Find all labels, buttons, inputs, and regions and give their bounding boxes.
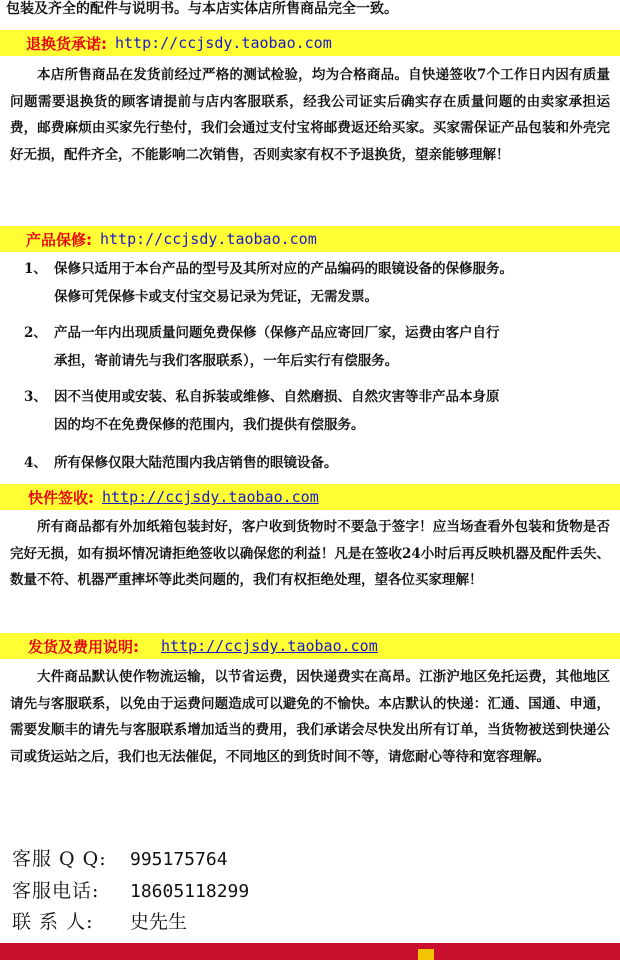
warranty-item <box>24 450 612 478</box>
warranty-item-number: 4、 <box>24 455 47 471</box>
warranty-link[interactable]: http://ccjsdy.taobao.com <box>100 230 317 248</box>
contact-person-label: 联 系 人: <box>12 911 94 933</box>
signing-text: 所有商品都有外加纸箱包装封好，客户收到货物时不要急于签字！应当场查看外包装和货物是否完好无损，如有损坏情况请拒绝签收以确保您的利益！凡是在签收24小时后再反映机器及配件丢失、数量不符、机器严重摔坏等此类问题的，我们有权拒绝处理，望各位买家理解！ <box>10 519 610 588</box>
warranty-header <box>0 226 620 252</box>
warranty-item <box>24 384 612 439</box>
warranty-item <box>24 320 612 375</box>
contact-person-value: 史先生 <box>130 911 188 933</box>
contact-person <box>12 907 187 937</box>
contact-phone-label: 客服电话: <box>12 880 100 902</box>
footer-accent <box>418 949 434 960</box>
returns-link[interactable]: http://ccjsdy.taobao.com <box>115 34 332 52</box>
signing-title: 快件签收: <box>28 488 94 507</box>
warranty-item-number: 3、 <box>24 389 47 405</box>
shipping-link[interactable]: http://ccjsdy.taobao.com <box>161 637 378 655</box>
signing-header <box>0 484 620 510</box>
warranty-item-line: 保修只适用于本台产品的型号及其所对应的产品编码的眼镜设备的保修服务。 <box>54 261 513 277</box>
warranty-item-line: 因不当使用或安装、私自拆装或维修、自然磨损、自然灾害等非产品本身原 <box>54 389 500 405</box>
signing-link[interactable]: http://ccjsdy.taobao.com <box>102 488 319 506</box>
warranty-item-number: 1、 <box>24 261 47 277</box>
warranty-item-number: 2、 <box>24 325 47 341</box>
warranty-item-line: 因的均不在免费保修的范围内，我们提供有偿服务。 <box>54 416 365 433</box>
contact-phone <box>12 876 249 907</box>
intro-line: 包装及齐全的配件与说明书。与本店实体店所售商品完全一致。 <box>6 1 398 17</box>
warranty-item-line: 承担，寄前请先与我们客服联系），一年后实行有偿服务。 <box>54 352 399 369</box>
contact-qq-label: 客服 Q Q: <box>12 848 107 870</box>
returns-text: 本店所售商品在发货前经过严格的测试检验，均为合格商品。自快递签收7个工作日内因有质量问题需要退换货的顾客请提前与店内客服联系，经我公司证实后确实存在质量问题的由卖家承担运费，邮费麻烦由买家先行垫付，我们会通过支付宝将邮费返还给买家。买家需保证产品包装和外壳完好无损，配件齐全，不能影响二次销售，否则卖家有权不予退换货，望亲能够理解！ <box>10 67 610 163</box>
contact-qq <box>12 844 228 875</box>
warranty-title: 产品保修: <box>26 230 92 249</box>
returns-title: 退换货承诺: <box>26 34 107 53</box>
warranty-item <box>24 256 612 311</box>
warranty-item-line: 保修可凭保修卡或支付宝交易记录为凭证，无需发票。 <box>54 288 378 305</box>
contact-phone-value[interactable]: 18605118299 <box>130 881 250 902</box>
returns-header <box>0 30 620 56</box>
warranty-item-line: 产品一年内出现质量问题免费保修（保修产品应寄回厂家，运费由客户自行 <box>54 325 500 341</box>
shipping-text: 大件商品默认使作物流运输，以节省运费，因快递费实在高昂。江浙沪地区免托运费，其他地区请先与客服联系，以免由于运费问题造成可以避免的不愉快。本店默认的快递：汇通、国通、申通，需要发顺丰的请先与客服联系增加适当的费用，我们承诺会尽快发出所有订单，当货物被送到快递公司或货运站之后，我们也无法催促，不同地区的到货时间不等，请您耐心等待和宽容理解。 <box>10 669 610 765</box>
warranty-item-line: 所有保修仅限大陆范围内我店销售的眼镜设备。 <box>54 455 338 471</box>
contact-qq-value[interactable]: 995175764 <box>130 849 228 870</box>
shipping-header <box>0 633 620 659</box>
footer-bar <box>0 943 620 960</box>
shipping-title: 发货及费用说明: <box>28 637 139 656</box>
